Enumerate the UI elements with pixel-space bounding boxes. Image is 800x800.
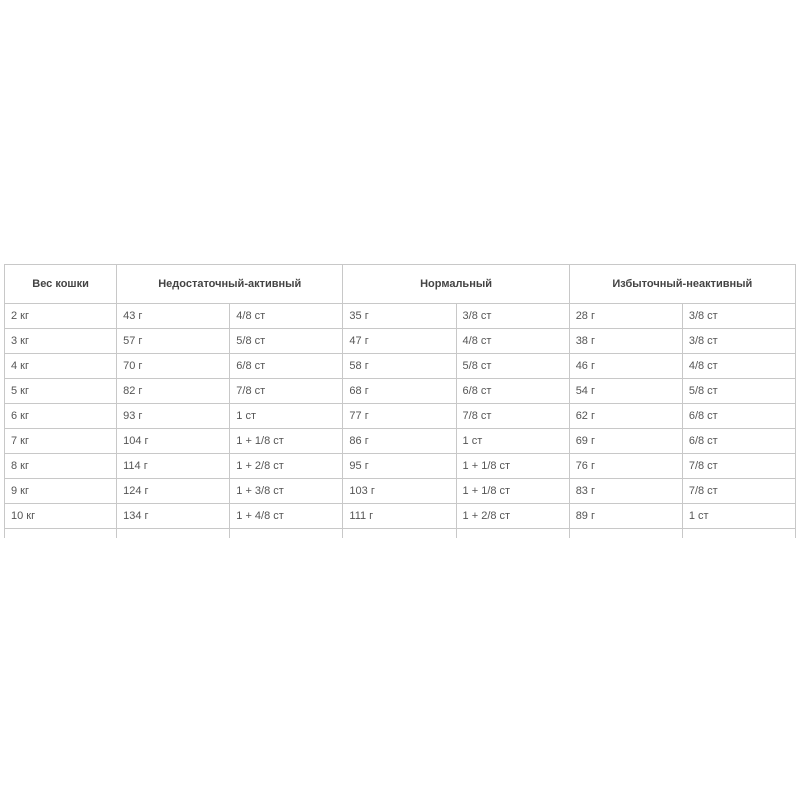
cell-underweight-cups: 1 ст: [230, 404, 343, 429]
table-row: [5, 354, 796, 379]
cell-underweight-cups: 1 + 2/8 ст: [230, 454, 343, 479]
cell-normal-cups: 7/8 ст: [456, 404, 569, 429]
cell-underweight-cups: 6/8 ст: [230, 354, 343, 379]
cell-normal-cups: 1 + 1/8 ст: [456, 454, 569, 479]
cell-overweight-grams: 28 г: [569, 304, 682, 329]
cell-overweight-cups: 6/8 ст: [682, 429, 795, 454]
cell-overweight-grams: 38 г: [569, 329, 682, 354]
cell-overweight-cups: 6/8 ст: [682, 404, 795, 429]
feeding-table: [4, 264, 796, 538]
table-row: [5, 479, 796, 504]
empty-cell: [569, 529, 682, 539]
cell-underweight-cups: 1 + 4/8 ст: [230, 504, 343, 529]
cell-overweight-grams: 46 г: [569, 354, 682, 379]
table-row: [5, 504, 796, 529]
cell-underweight-grams: 70 г: [117, 354, 230, 379]
cell-normal-grams: 111 г: [343, 504, 456, 529]
empty-cell: [682, 529, 795, 539]
cell-underweight-grams: 82 г: [117, 379, 230, 404]
cell-overweight-grams: 62 г: [569, 404, 682, 429]
cell-underweight-grams: 93 г: [117, 404, 230, 429]
cell-underweight-cups: 7/8 ст: [230, 379, 343, 404]
empty-cell: [5, 529, 117, 539]
cell-overweight-grams: 54 г: [569, 379, 682, 404]
cell-overweight-cups: 7/8 ст: [682, 454, 795, 479]
header-weight: Вес кошки: [5, 265, 117, 304]
cell-overweight-cups: 1 ст: [682, 504, 795, 529]
cell-underweight-grams: 114 г: [117, 454, 230, 479]
cell-underweight-cups: 4/8 ст: [230, 304, 343, 329]
cell-overweight-grams: 76 г: [569, 454, 682, 479]
empty-cell: [230, 529, 343, 539]
cell-underweight-cups: 1 + 3/8 ст: [230, 479, 343, 504]
cell-weight: 5 кг: [5, 379, 117, 404]
cell-overweight-grams: 69 г: [569, 429, 682, 454]
cell-weight: 3 кг: [5, 329, 117, 354]
table-row: [5, 304, 796, 329]
header-normal: Нормальный: [343, 265, 569, 304]
table-body: [5, 304, 796, 539]
table-row: [5, 454, 796, 479]
cell-normal-cups: 3/8 ст: [456, 304, 569, 329]
cell-normal-grams: 86 г: [343, 429, 456, 454]
empty-cell: [456, 529, 569, 539]
cell-normal-cups: 6/8 ст: [456, 379, 569, 404]
cell-overweight-grams: 83 г: [569, 479, 682, 504]
cell-overweight-cups: 3/8 ст: [682, 304, 795, 329]
cell-weight: 8 кг: [5, 454, 117, 479]
cell-normal-cups: 1 ст: [456, 429, 569, 454]
cell-underweight-cups: 5/8 ст: [230, 329, 343, 354]
cell-normal-grams: 103 г: [343, 479, 456, 504]
cell-normal-cups: 4/8 ст: [456, 329, 569, 354]
cell-underweight-grams: 57 г: [117, 329, 230, 354]
cell-overweight-grams: 89 г: [569, 504, 682, 529]
table-row: [5, 429, 796, 454]
header-overweight-inactive: Избыточный-неактивный: [569, 265, 795, 304]
empty-cell: [117, 529, 230, 539]
cell-underweight-grams: 134 г: [117, 504, 230, 529]
cell-normal-grams: 68 г: [343, 379, 456, 404]
cell-underweight-grams: 104 г: [117, 429, 230, 454]
cell-normal-grams: 95 г: [343, 454, 456, 479]
cell-normal-grams: 77 г: [343, 404, 456, 429]
cell-underweight-grams: 124 г: [117, 479, 230, 504]
table-row: [5, 379, 796, 404]
cell-weight: 2 кг: [5, 304, 117, 329]
cell-underweight-grams: 43 г: [117, 304, 230, 329]
table-header: [5, 265, 796, 304]
table-row: [5, 329, 796, 354]
cell-overweight-cups: 5/8 ст: [682, 379, 795, 404]
cell-weight: 6 кг: [5, 404, 117, 429]
table-row: [5, 404, 796, 429]
cell-normal-cups: 5/8 ст: [456, 354, 569, 379]
cell-weight: 4 кг: [5, 354, 117, 379]
cell-normal-cups: 1 + 2/8 ст: [456, 504, 569, 529]
cell-weight: 7 кг: [5, 429, 117, 454]
cell-overweight-cups: 7/8 ст: [682, 479, 795, 504]
cell-normal-grams: 35 г: [343, 304, 456, 329]
table-row-empty: [5, 529, 796, 539]
empty-cell: [343, 529, 456, 539]
cell-normal-grams: 47 г: [343, 329, 456, 354]
cell-weight: 10 кг: [5, 504, 117, 529]
cell-normal-cups: 1 + 1/8 ст: [456, 479, 569, 504]
header-underweight-active: Недостаточный-активный: [117, 265, 343, 304]
cell-overweight-cups: 3/8 ст: [682, 329, 795, 354]
cell-overweight-cups: 4/8 ст: [682, 354, 795, 379]
cell-normal-grams: 58 г: [343, 354, 456, 379]
header-row: [5, 265, 796, 304]
cell-weight: 9 кг: [5, 479, 117, 504]
cell-underweight-cups: 1 + 1/8 ст: [230, 429, 343, 454]
